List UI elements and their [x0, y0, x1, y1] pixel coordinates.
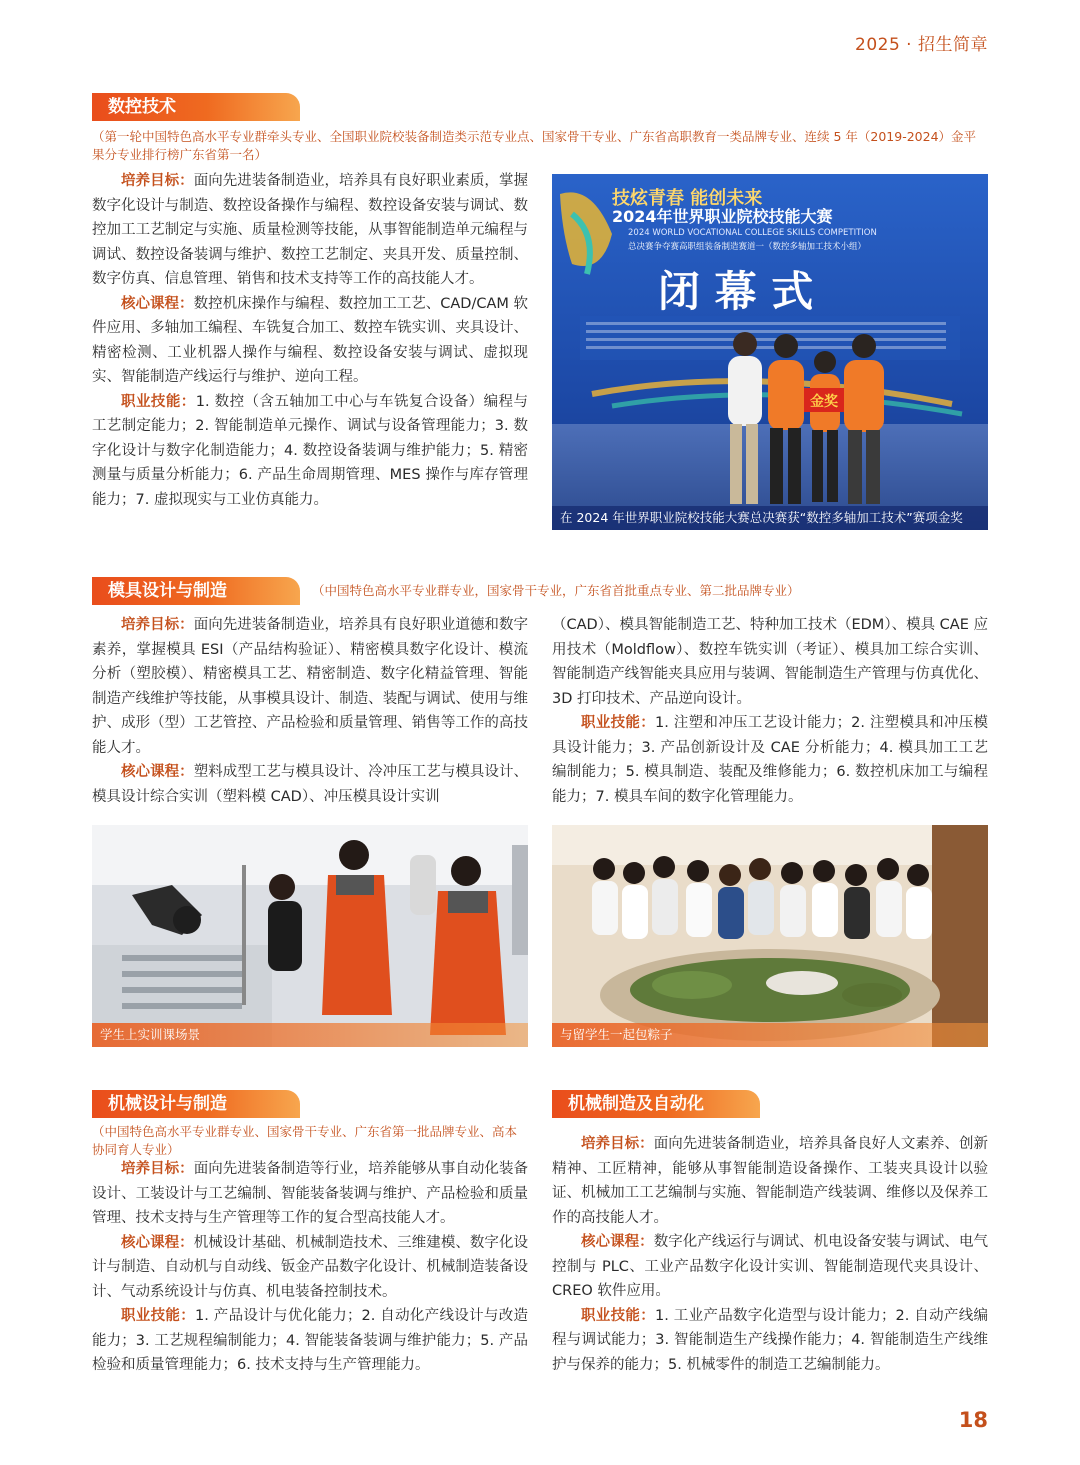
mech-course-text: 机械设计基础、机械制造技术、三维建模、数字化设计与制造、自动机与自动线、钣金产品数字化设计、机械制造装备设计、气动系统设计与仿真、机电装备控制技术。 [92, 1234, 529, 1300]
auto-body [552, 1132, 988, 1377]
cnc-skill-label: 职业技能： [121, 393, 196, 410]
cnc-goal-label: 培养目标： [121, 173, 194, 189]
auto-course-label: 核心课程： [581, 1234, 654, 1250]
mech-course-label: 核心课程： [121, 1234, 194, 1251]
section-title-auto: 机械制造及自动化 [552, 1090, 760, 1118]
auto-goal-text: 面向先进装备制造业，培养具备良好人文素养、创新精神、工匠精神，能够从事智能制造设备操作、工装夹具设计以验证、机械加工工艺编制与实施、智能制造产线装调、维修以及保养工作的高技能人才。 [552, 1136, 989, 1226]
mech-skill-text: 1. 产品设计与优化能力；2. 自动化产线设计与改造能力；3. 工艺规程编制能力；4. 智能装备装调与维护能力；5. 产品检验和质量管理能力；6. 技术支持与生产管理能力。 [92, 1308, 529, 1373]
cnc-course-text: 数控机床操作与编程、数控加工工艺、CAD/CAM 软件应用、多轴加工编程、车铣复合加工、数控车铣实训、夹具设计、精密检测、工业机器人操作与编程、数控设备安装与调试、虚拟现实、智能制造产线运行与维护、逆向工程。 [92, 295, 529, 385]
auto-goal-label: 培养目标： [581, 1136, 654, 1152]
training-class-photo [92, 825, 528, 1047]
cnc-skill-text: 1. 数控（含五轴加工中心与车铣复合设备）编程与工艺制定能力；2. 智能制造单元操作、调试与设备管理能力；3. 数字化设计与数字化制造能力；4. 数控设备装调与维护能力；5. 精密测量与质量分析能力；6. 产品生命周期管理、MES 操作与库存管理能力；7. 虚拟现实与工业仿真能力。 [92, 393, 529, 508]
mold-goal-text: 面向先进装备制造业，培养具有良好职业道德和数字素养，掌握模具 ESI（产品结构验证）、精密模具数字化设计、模流分析（塑胶模）、精密模具工艺、精密制造、数字化精益管理、智能制造产线维护等技能，从事模具设计、制造、装配与调试、使用与维护、成形（型）工艺管控、产品检验和质量管理、销售等工作的高技能人才。 [92, 617, 529, 756]
mold-skill-text: 1. 注塑和冲压工艺设计能力；2. 注塑模具和冲压模具设计能力；3. 产品创新设计及 CAE 分析能力；4. 模具加工工艺编制能力；5. 模具制造、装配及维修能力；6. 数控机床加工与编程能力；7. 模具车间的数字化管理能力。 [552, 715, 989, 805]
auto-course-text: 数字化产线运行与调试、机电设备安装与调试、电气控制与 PLC、工业产品数字化设计实训、智能制造现代夹具设计、CREO 软件应用。 [552, 1234, 989, 1299]
competition-award-photo [552, 174, 988, 530]
section-title-mold: 模具设计与制造 [92, 577, 300, 605]
mold-course-label: 核心课程： [121, 764, 194, 780]
mold-course-text-left: 塑料成型工艺与模具设计、冷冲压工艺与模具设计、模具设计综合实训（塑料模 CAD）、冲压模具设计实训 [92, 764, 529, 805]
mech-skill-label: 职业技能： [121, 1308, 196, 1324]
banner-event-en: 2024 WORLD VOCATIONAL COLLEGE SKILLS COMPETITION [628, 228, 877, 238]
brochure-header-title: 2025 · 招生简章 [855, 35, 988, 55]
section-note-mold: （中国特色高水平专业群专业，国家骨干专业，广东省首批重点专业、第二批品牌专业） [312, 583, 800, 598]
mech-goal-text: 面向先进装备制造等行业，培养能够从事自动化装备设计、工装设计与工艺编制、智能装备装调与维护、产品检验和质量管理、技术支持与生产管理等工作的复合型高技能人才。 [92, 1161, 529, 1226]
zongzi-activity-photo [552, 825, 988, 1047]
banner-slogan: 技炫青春 能创未来 [612, 188, 763, 209]
competition-photo-caption: 在 2024 年世界职业院校技能大赛总决赛获“数控多轴加工技术”赛项金奖 [552, 506, 988, 530]
section-title-cnc: 数控技术 [92, 93, 300, 121]
gold-award-sign: 金奖 [810, 394, 838, 410]
mold-skill-label: 职业技能： [581, 715, 656, 731]
cnc-body [92, 169, 528, 512]
section-note-mech: （中国特色高水平专业群专业、国家骨干专业、广东省第一批品牌专业、高本协同育人专业） [92, 1124, 518, 1157]
cnc-course-label: 核心课程： [121, 295, 194, 312]
section-title-mech: 机械设计与制造 [92, 1090, 300, 1118]
cnc-goal-text: 面向先进装备制造业，培养具有良好职业素质，掌握数字化设计与制造、数控设备操作与编程、数控设备安装与调试、数控加工工艺制定与实施、质量检测等技能，从事智能制造单元编程与调试、数控设备装调与维护、数控工艺制定、夹具开发、质量控制、数字仿真、信息管理、销售和技术支持等工作的高技能人才。 [92, 173, 529, 287]
mold-goal-label: 培养目标： [121, 617, 194, 633]
mech-body [92, 1157, 528, 1378]
auto-skill-label: 职业技能： [581, 1307, 656, 1324]
auto-skill-text: 1. 工业产品数字化造型与设计能力；2. 自动产线编程与调试能力；3. 智能制造生产线操作能力；4. 智能制造生产线维护与保养的能力；5. 机械零件的制造工艺编制能力。 [552, 1307, 989, 1373]
mold-body-right [552, 613, 988, 809]
mech-goal-label: 培养目标： [121, 1161, 194, 1177]
mold-body-left [92, 613, 528, 809]
mold-course-text-right: （CAD）、模具智能制造工艺、特种加工技术（EDM）、模具 CAE 应用技术（Moldflow）、数控车铣实训（考证）、模具加工综合实训、智能制造产线智能夹具应用与装调、智能制造生产管理与仿真优化、3D 打印技术、产品逆向设计。 [552, 617, 988, 707]
banner-closing-ceremony: 闭 幕 式 [658, 267, 814, 316]
training-photo-caption: 学生上实训课场景 [92, 1023, 528, 1047]
section-note-cnc: （第一轮中国特色高水平专业群牵头专业、全国职业院校装备制造类示范专业点、国家骨干专业、广东省高职教育一类品牌专业、连续 5 年（2019-2024）金平果分专业排行榜广东省第一名） [92, 129, 977, 162]
page-number: 18 [958, 1408, 988, 1432]
banner-event-title: 2024年世界职业院校技能大赛 [612, 207, 833, 226]
banner-track: 总决赛争夺赛高职组装备制造赛道一（数控多轴加工技术小组） [628, 242, 867, 252]
zongzi-photo-caption: 与留学生一起包粽子 [552, 1023, 988, 1047]
